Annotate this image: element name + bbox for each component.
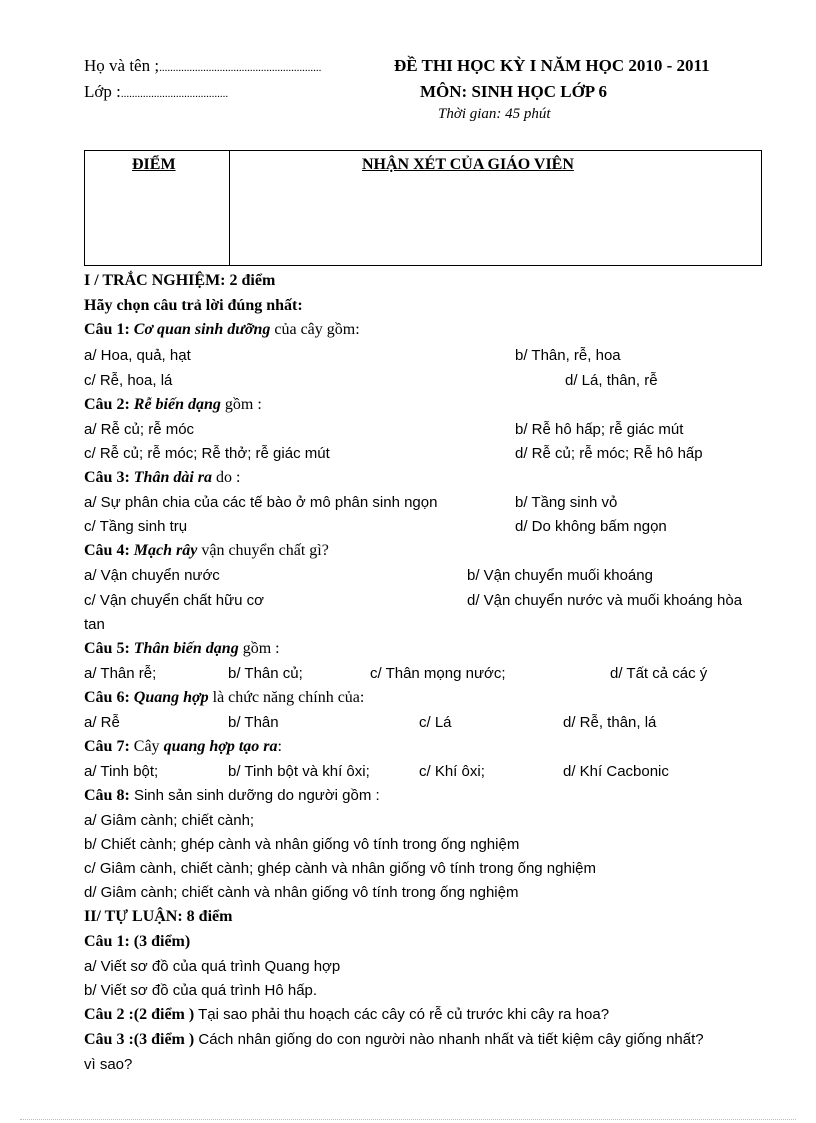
question-7: Câu 7: Cây quang hợp tạo ra: [84, 738, 282, 755]
exam-time: Thời gian: 45 phút [438, 106, 551, 122]
name-label: Họ và tên ; [84, 56, 160, 75]
q7-option-a[interactable]: a/ Tinh bột; [84, 763, 159, 780]
part1-title: I / TRẮC NGHIỆM: 2 điểm [84, 272, 276, 289]
exam-title: ĐỀ THI HỌC KỲ I NĂM HỌC 2010 - 2011 [394, 56, 710, 75]
q4-option-c[interactable]: c/ Vận chuyển chất hữu cơ [84, 592, 264, 609]
essay-question-2: Câu 2 :(2 điểm ) Tại sao phải thu hoạch các cây có rễ củ trước khi cây ra hoa? [84, 1006, 610, 1023]
question-2: Câu 2: Rễ biến dạng gồm : [84, 396, 262, 413]
question-1: Câu 1: Cơ quan sinh dưỡng của cây gồm: [84, 321, 360, 338]
q2-option-d[interactable]: d/ Rễ củ; rễ móc; Rễ hô hấp [515, 445, 703, 462]
table-divider [229, 151, 230, 265]
q6-option-c[interactable]: c/ Lá [419, 714, 452, 731]
class-label: Lớp : [84, 82, 121, 101]
q5-option-d[interactable]: d/ Tất cả các ý [610, 665, 708, 682]
question-3: Câu 3: Thân dài ra do : [84, 469, 241, 486]
q3-option-c[interactable]: c/ Tầng sinh trụ [84, 518, 188, 535]
q6-option-a[interactable]: a/ Rễ [84, 714, 120, 731]
comment-header: NHẬN XÉT CỦA GIÁO VIÊN [362, 156, 574, 173]
q4-option-a[interactable]: a/ Vận chuyển nước [84, 567, 220, 584]
question-4: Câu 4: Mạch rây vận chuyển chất gì? [84, 542, 329, 559]
name-field[interactable]: ........................................................... [159, 62, 322, 74]
score-table [84, 150, 762, 266]
name-line [84, 56, 321, 76]
q5-option-a[interactable]: a/ Thân rễ; [84, 665, 157, 682]
q1-option-b[interactable]: b/ Thân, rễ, hoa [515, 347, 621, 364]
subject-title: MÔN: SINH HỌC LỚP 6 [420, 82, 608, 101]
question-5: Câu 5: Thân biến dạng gồm : [84, 640, 280, 657]
part2-title: II/ TỰ LUẬN: 8 điểm [84, 908, 233, 925]
q4-option-d[interactable]: d/ Vận chuyển nước và muối khoáng hòa [467, 592, 743, 609]
q2-option-c[interactable]: c/ Rễ củ; rễ móc; Rễ thở; rễ giác mút [84, 445, 330, 462]
question-8: Câu 8: Sinh sản sinh dưỡng do người gồm : [84, 787, 380, 804]
q8-option-a[interactable]: a/ Giâm cành; chiết cành; [84, 812, 255, 829]
essay-q1-b: b/ Viết sơ đồ của quá trình Hô hấp. [84, 982, 318, 999]
q3-option-b[interactable]: b/ Tầng sinh vỏ [515, 494, 618, 511]
q5-option-c[interactable]: c/ Thân mọng nước; [370, 665, 506, 682]
q1-option-d[interactable]: d/ Lá, thân, rễ [565, 372, 658, 389]
q1-option-c[interactable]: c/ Rễ, hoa, lá [84, 372, 173, 389]
part1-instruction: Hãy chọn câu trả lời đúng nhất: [84, 297, 303, 314]
q2-option-a[interactable]: a/ Rễ củ; rễ móc [84, 421, 195, 438]
essay-q1-a: a/ Viết sơ đồ của quá trình Quang hợp [84, 958, 341, 975]
q7-option-d[interactable]: d/ Khí Cacbonic [563, 763, 669, 780]
page-bottom-dotted-line [20, 1119, 796, 1120]
q8-option-c[interactable]: c/ Giâm cành, chiết cành; ghép cành và nhân giống vô tính trong ống nghiệm [84, 860, 597, 877]
essay-question-3: Câu 3 :(3 điểm ) Cách nhân giống do con người nào nhanh nhất và tiết kiệm cây giống nhất? [84, 1031, 704, 1048]
q8-option-b[interactable]: b/ Chiết cành; ghép cành và nhân giống vô tính trong ống nghiệm [84, 836, 520, 853]
q3-option-a[interactable]: a/ Sự phân chia của các tế bào ở mô phân sinh ngọn [84, 494, 438, 511]
q4-option-d-wrap: tan [84, 616, 105, 633]
score-header: ĐIỂM [132, 156, 176, 173]
q6-option-b[interactable]: b/ Thân [228, 714, 279, 731]
essay-q3-continuation: vì sao? [84, 1056, 133, 1073]
q1-option-a[interactable]: a/ Hoa, quả, hạt [84, 347, 191, 364]
q6-option-d[interactable]: d/ Rễ, thân, lá [563, 714, 657, 731]
q3-option-d[interactable]: d/ Do không bấm ngọn [515, 518, 667, 535]
essay-question-1: Câu 1: (3 điểm) [84, 933, 191, 950]
q2-option-b[interactable]: b/ Rễ hô hấp; rễ giác mút [515, 421, 684, 438]
q5-option-b[interactable]: b/ Thân củ; [228, 665, 303, 682]
q7-option-b[interactable]: b/ Tinh bột và khí ôxi; [228, 763, 370, 780]
q4-option-b[interactable]: b/ Vận chuyển muối khoáng [467, 567, 653, 584]
question-6: Câu 6: Quang hợp là chức năng chính của: [84, 689, 365, 706]
class-field[interactable]: ....................................... [120, 88, 229, 100]
q7-option-c[interactable]: c/ Khí ôxi; [419, 763, 485, 780]
q8-option-d[interactable]: d/ Giâm cành; chiết cành và nhân giống vô tính trong ống nghiệm [84, 884, 519, 901]
class-line [84, 82, 228, 102]
